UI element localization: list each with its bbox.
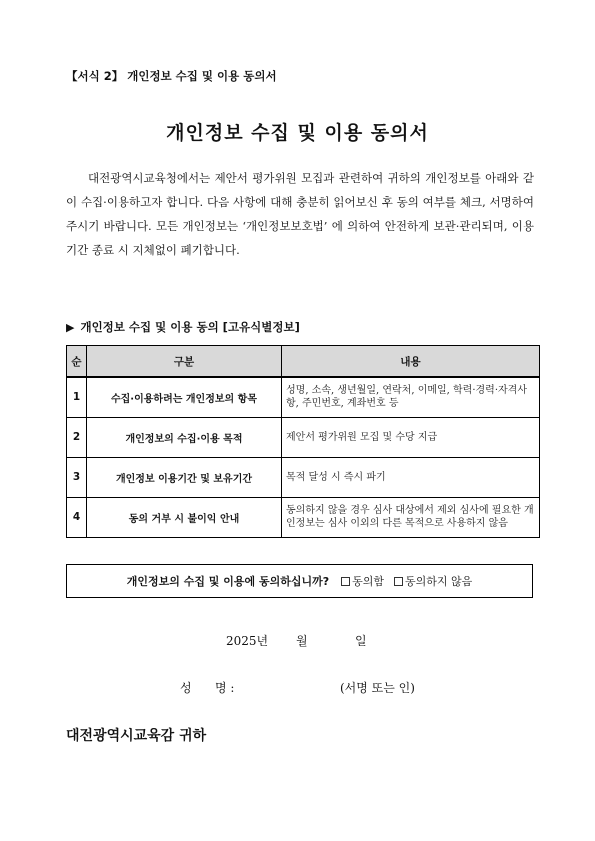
date-day: 일 bbox=[355, 634, 367, 648]
disagree-option[interactable] bbox=[394, 573, 472, 589]
table-row bbox=[67, 497, 540, 537]
consent-question: 개인정보의 수집 및 이용에 동의하십니까? bbox=[126, 575, 330, 588]
date-month: 월 bbox=[296, 634, 308, 648]
form-number-label: 【서식 2】 개인정보 수집 및 이용 동의서 bbox=[66, 69, 277, 83]
row-number: 4 bbox=[67, 497, 87, 537]
table-row bbox=[67, 377, 540, 417]
row-number: 3 bbox=[67, 457, 87, 497]
row-content: 동의하지 않을 경우 심사 대상에서 제외 심사에 필요한 개인정보는 심사 이외의 다른 목적으로 사용하지 않음 bbox=[282, 497, 540, 537]
disagree-label: 동의하지 않음 bbox=[404, 575, 473, 588]
agree-option[interactable] bbox=[341, 573, 384, 589]
row-category: 동의 거부 시 불이익 안내 bbox=[87, 497, 282, 537]
section-heading bbox=[66, 319, 300, 335]
name-label-first: 성 bbox=[180, 681, 192, 695]
consent-box bbox=[66, 564, 533, 598]
header-category: 구분 bbox=[87, 346, 282, 378]
row-category: 수집·이용하려는 개인정보의 항목 bbox=[87, 377, 282, 417]
row-content: 성명, 소속, 생년월일, 연락처, 이메일, 학력·경력·자격사항, 주민번호, 계좌번호 등 bbox=[282, 377, 540, 417]
signature-hint: (서명 또는 인) bbox=[340, 681, 415, 695]
personal-info-table bbox=[66, 345, 540, 538]
row-content: 제안서 평가위원 모집 및 수당 지급 bbox=[282, 417, 540, 457]
agree-label: 동의함 bbox=[352, 575, 384, 588]
triangle-right-icon: ▶ bbox=[66, 321, 75, 334]
row-number: 2 bbox=[67, 417, 87, 457]
date-year: 2025년 bbox=[226, 634, 269, 648]
document-title: 개인정보 수집 및 이용 동의서 bbox=[166, 122, 429, 144]
row-content: 목적 달성 시 즉시 파기 bbox=[282, 457, 540, 497]
row-category: 개인정보의 수집·이용 목적 bbox=[87, 417, 282, 457]
section-heading-text: 개인정보 수집 및 이용 동의 [고유식별정보] bbox=[80, 320, 300, 334]
intro-paragraph: 대전광역시교육청에서는 제안서 평가위원 모집과 관련하여 귀하의 개인정보를 아래와 같이 수집·이용하고자 합니다. 다음 사항에 대해 충분히 읽어보신 후 동의 여부를 체크, 서명하여 주시기 바랍니다. 모든 개인정보는 ‘개인정보보호법’ 에 의하여 안전하게 보관·관리되며, 이용 기간 종료 시 지체없이 폐기합니다. bbox=[66, 171, 534, 257]
disagree-checkbox[interactable] bbox=[394, 577, 403, 586]
header-number: 순 bbox=[67, 346, 87, 378]
table-row bbox=[67, 457, 540, 497]
addressee: 대전광역시교육감 귀하 bbox=[66, 728, 207, 744]
agree-checkbox[interactable] bbox=[341, 577, 350, 586]
header-content: 내용 bbox=[282, 346, 540, 378]
row-category: 개인정보 이용기간 및 보유기간 bbox=[87, 457, 282, 497]
table-row bbox=[67, 417, 540, 457]
row-number: 1 bbox=[67, 377, 87, 417]
table-header-row bbox=[67, 346, 540, 378]
name-label-second: 명 : bbox=[215, 681, 235, 695]
